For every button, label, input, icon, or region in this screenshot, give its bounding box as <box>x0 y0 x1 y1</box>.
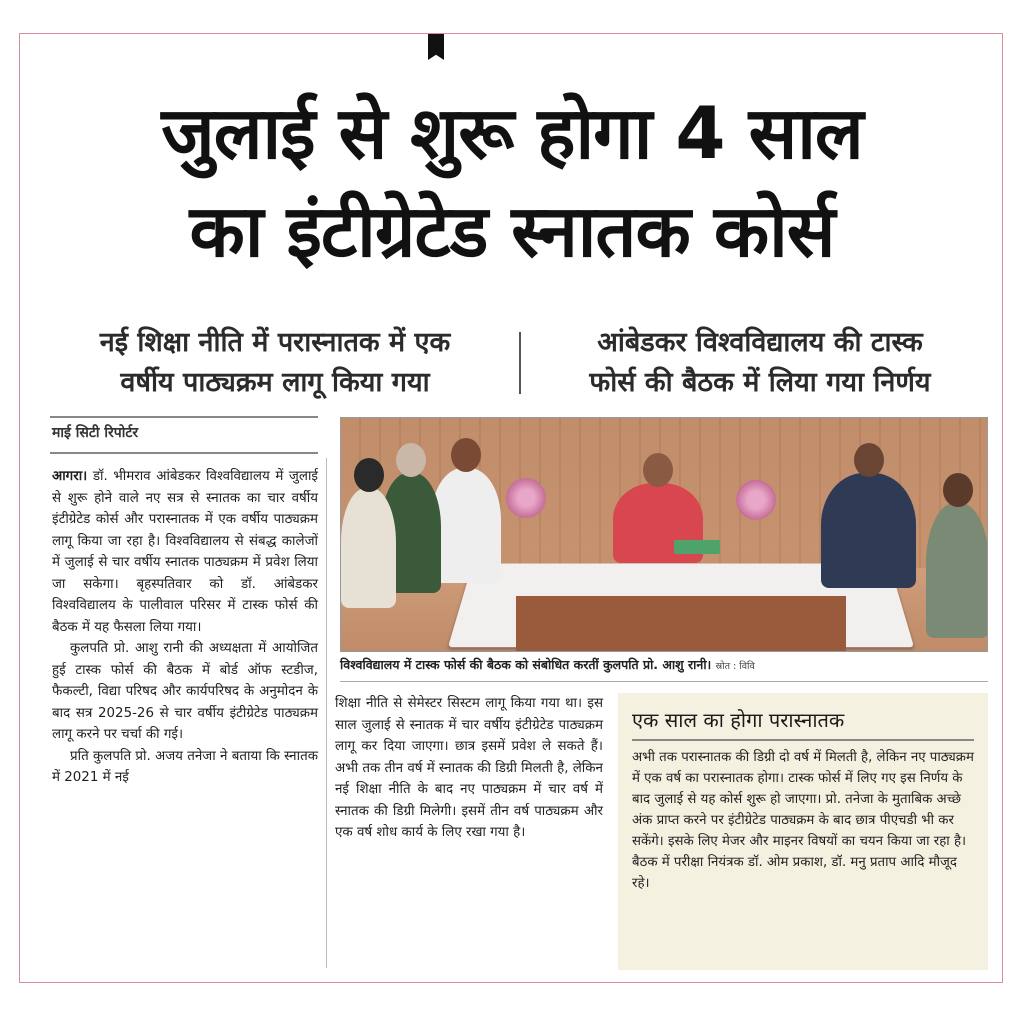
sidebar-title: एक साल का होगा परास्नातक <box>632 708 845 732</box>
subhead-divider <box>519 332 521 394</box>
person-head <box>451 438 481 472</box>
subhead-left-line-2: वर्षीय पाठ्यक्रम लागू किया गया <box>120 367 430 398</box>
dateline: आगरा। <box>52 469 88 484</box>
article-column-1 <box>52 466 318 789</box>
caption-rule <box>340 681 988 682</box>
person-attendee <box>821 473 916 588</box>
sidebar-box <box>618 693 988 970</box>
person-head <box>354 458 384 492</box>
paragraph-text: डॉ. भीमराव आंबेडकर विश्वविद्यालय में जुलाई से शुरू होने वाले नए सत्र से स्नातक का चार वर्षीय इंटीग्रेटेड कोर्स और परास्नातक में एक वर्षीय पाठ्यक्रम लागू किया जा रहा है। विश्वविद्यालय से संबद्ध कालेजों में जुलाई से चार वर्षीय स्नातक पाठ्यक्रम में प्रवेश लिया जा सकेगा। बृहस्पतिवार को डॉ. आंबेडकर विश्वविद्यालय के पालीवाल परिसर में टास्क फोर्स की बैठक में यह फैसला लिया गया। <box>52 469 318 635</box>
flower-bouquet-icon <box>506 478 546 518</box>
person-attendee <box>926 503 988 638</box>
person-head <box>396 443 426 477</box>
person-head <box>854 443 884 477</box>
photo-source: स्रोत : विवि <box>715 661 755 672</box>
subhead-left <box>50 323 500 403</box>
subhead-right <box>525 323 995 403</box>
person-attendee <box>341 488 396 608</box>
photo-caption <box>340 656 988 673</box>
person-head <box>643 453 673 487</box>
article-paragraph <box>52 466 318 638</box>
caption-text: विश्वविद्यालय में टास्क फोर्स की बैठक को संबोधित करतीं कुलपति प्रो. आशु रानी। <box>340 657 712 672</box>
person-head <box>943 473 973 507</box>
sidebar-rule <box>632 739 974 741</box>
article-paragraph: कुलपति प्रो. आशु रानी की अध्यक्षता में आयोजित हुई टास्क फोर्स की बैठक में बोर्ड ऑफ स्टडीज, फैकल्टी, विद्या परिषद और कार्यपरिषद के अनुमोदन के बाद सत्र 2025-26 से चार वर्षीय इंटीग्रेटेड पाठ्यक्रम लागू करने पर चर्चा की गई। <box>52 641 318 742</box>
article-paragraph: शिक्षा नीति से सेमेस्टर सिस्टम लागू किया गया था। इस साल जुलाई से स्नातक में चार वर्षीय इंटीग्रेटेड पाठ्यक्रम लागू कर दिया जाएगा। छात्र इसमें प्रवेश ले सकते हैं। अभी तक तीन वर्ष में स्नातक की डिग्री मिलती है, लेकिन नई शिक्षा नीति के बाद नए पाठ्यक्रम में चार वर्ष में स्नातक की डिग्री मिलेगी। इसमें तीन वर्ष पाठ्यक्रम और एक वर्ष शोध कार्य के लिए रखा गया है। <box>335 696 603 840</box>
article-paragraph: प्रति कुलपति प्रो. अजय तनेजा ने बताया कि स्नातक में 2021 में नई <box>52 748 318 785</box>
nameplate <box>674 540 720 554</box>
byline: माई सिटी रिपोर्टर <box>52 425 139 441</box>
subhead-right-line-1: आंबेडकर विश्वविद्यालय की टास्क <box>597 327 923 358</box>
person-attendee <box>431 468 501 583</box>
subhead-left-line-1: नई शिक्षा नीति में परास्नातक में एक <box>99 327 451 358</box>
flower-bouquet-icon <box>736 480 776 520</box>
article-column-2 <box>335 693 603 844</box>
headline <box>30 84 994 280</box>
sidebar-body: अभी तक परास्नातक की डिग्री दो वर्ष में मिलती है, लेकिन नए पाठ्यक्रम में एक वर्ष का परास्नातक होगा। टास्क फोर्स में लिए गए इस निर्णय के बाद जुलाई से यह कोर्स शुरू हो जाएगा। प्रो. तनेजा के मुताबिक अच्छे अंक प्राप्त करने पर इंटीग्रेटेड पाठ्यक्रम के बाद छात्र पीएचडी भी कर सकेंगे। इसके लिए मेजर और माइनर विषयों का चयन किया जा रहा है। बैठक में परीक्षा नियंत्रक डॉ. ओम प्रकाश, डॉ. मनु प्रताप आदि मौजूद रहे। <box>632 749 974 891</box>
meeting-photo <box>340 417 988 652</box>
headline-line-2: का इंटीग्रेटेड स्नातक कोर्स <box>189 189 835 273</box>
column-divider <box>326 458 327 968</box>
photo-table-front <box>516 596 846 652</box>
byline-rule-top <box>50 416 318 418</box>
subhead-right-line-2: फोर्स की बैठक में लिया गया निर्णय <box>589 367 931 398</box>
byline-rule-bottom <box>50 452 318 454</box>
headline-line-1: जुलाई से शुरू होगा 4 साल <box>161 91 863 175</box>
